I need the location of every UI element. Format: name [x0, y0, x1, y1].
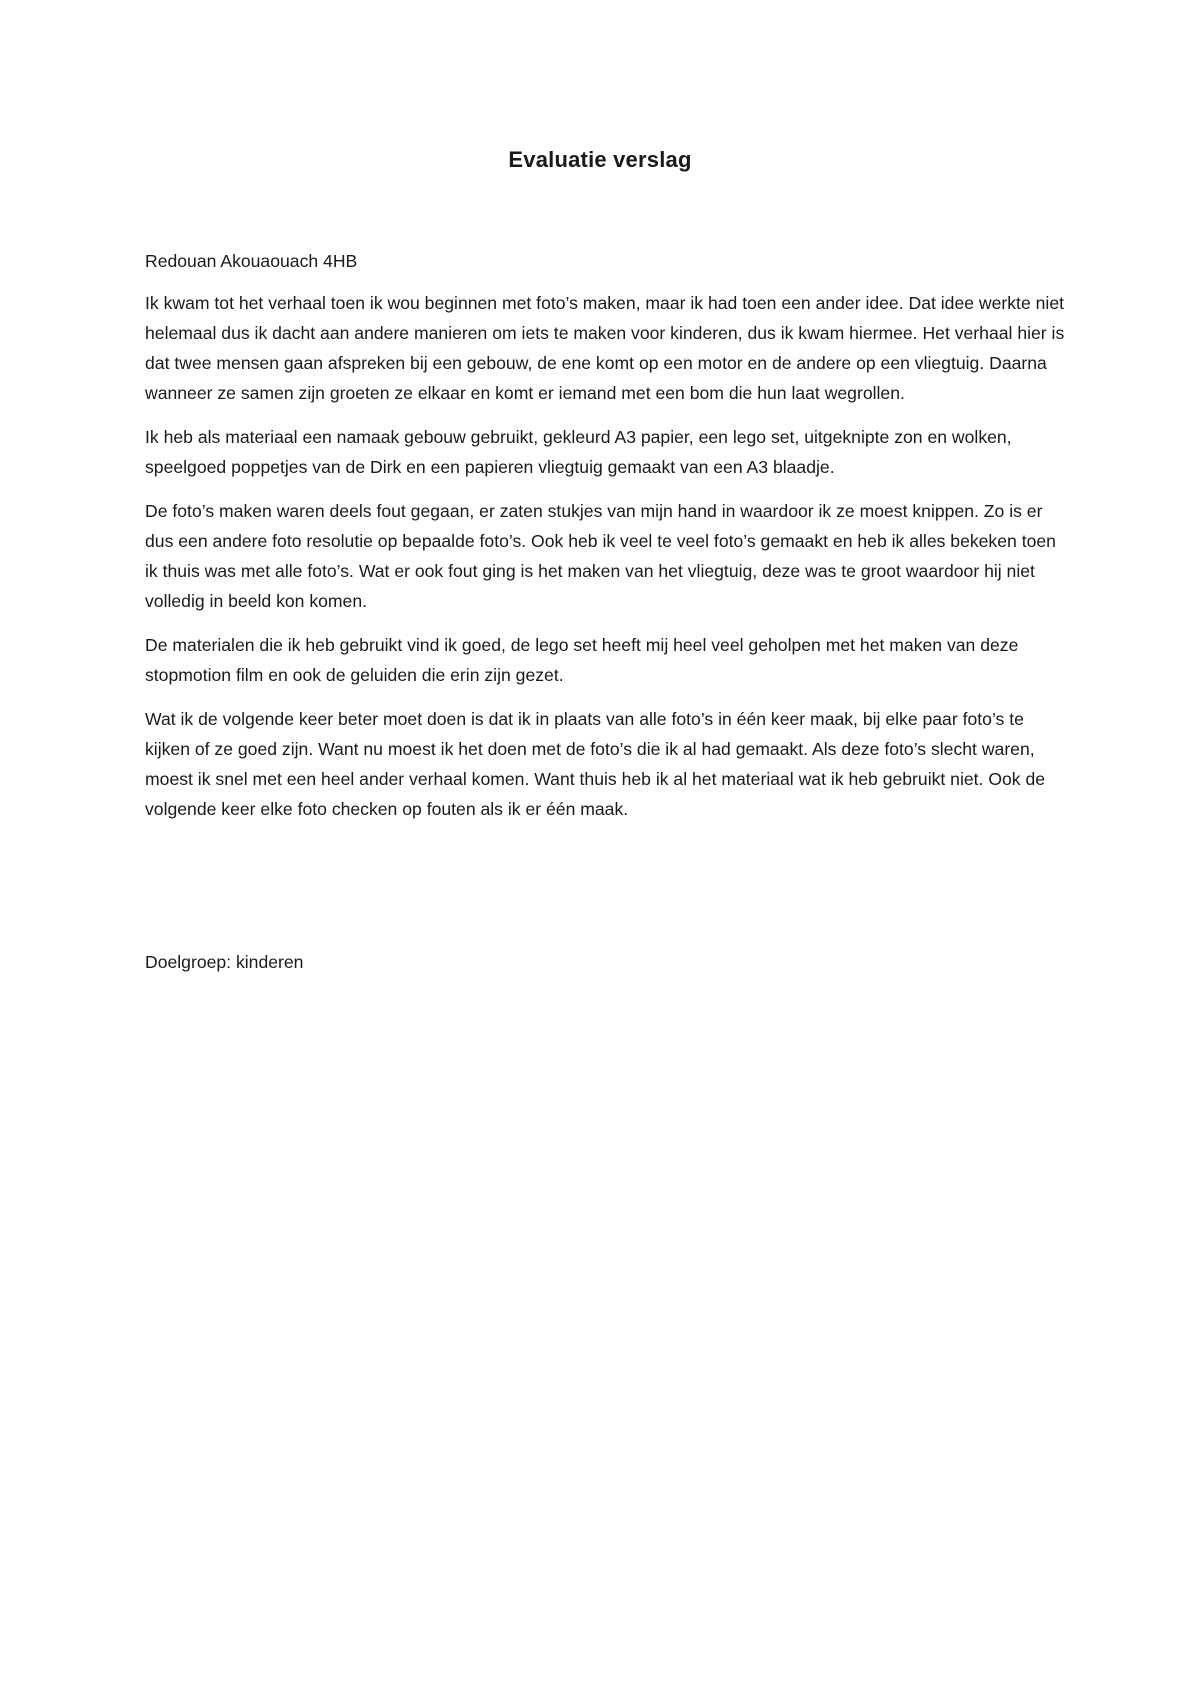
- target-group: Doelgroep: kinderen: [145, 952, 304, 972]
- paragraph-material-review: De materialen die ik heb gebruikt vind ik goed, de lego set heeft mij heel veel geholpen met het maken van deze stopmotion film en ook de geluiden die erin zijn gezet.: [145, 635, 1019, 685]
- paragraph-story: Ik kwam tot het verhaal toen ik wou beginnen met foto’s maken, maar ik had toen een ander idee. Dat idee werkte niet helemaal dus ik dacht aan andere manieren om iets te maken voor kinderen, dus ik kwam hiermee. Het verhaal hier is dat twee mensen gaan afspreken bij een gebouw, de ene komt op een motor en de andere op een vliegtuig. Daarna wanneer ze samen zijn groeten ze elkaar en komt er iemand met een bom die hun laat wegrollen.: [145, 293, 1065, 403]
- document-title: Evaluatie verslag: [508, 147, 692, 172]
- author-line: Redouan Akouaouach 4HB: [145, 251, 358, 271]
- paragraph-materials: Ik heb als materiaal een namaak gebouw gebruikt, gekleurd A3 papier, een lego set, uitgeknipte zon en wolken, speelgoed poppetjes van de Dirk en een papieren vliegtuig gemaakt van een A3 blaadje.: [145, 427, 1012, 477]
- paragraph-mistakes: De foto’s maken waren deels fout gegaan, er zaten stukjes van mijn hand in waardoor ik ze moest knippen. Zo is er dus een andere foto resolutie op bepaalde foto’s. Ook heb ik veel te veel foto’s gemaakt en heb ik alles bekeken toen ik thuis was met alle foto’s. Wat er ook fout ging is het maken van het vliegtuig, deze was te groot waardoor hij niet volledig in beeld kon komen.: [145, 501, 1056, 611]
- paragraph-improvements: Wat ik de volgende keer beter moet doen is dat ik in plaats van alle foto’s in één keer maak, bij elke paar foto’s te kijken of ze goed zijn. Want nu moest ik het doen met de foto’s die ik al had gemaakt. Als deze foto’s slecht waren, moest ik snel met een heel ander verhaal komen. Want thuis heb ik al het materiaal wat ik heb gebruikt niet. Ook de volgende keer elke foto checken op fouten als ik er één maak.: [145, 709, 1046, 819]
- document-body: [145, 246, 1065, 838]
